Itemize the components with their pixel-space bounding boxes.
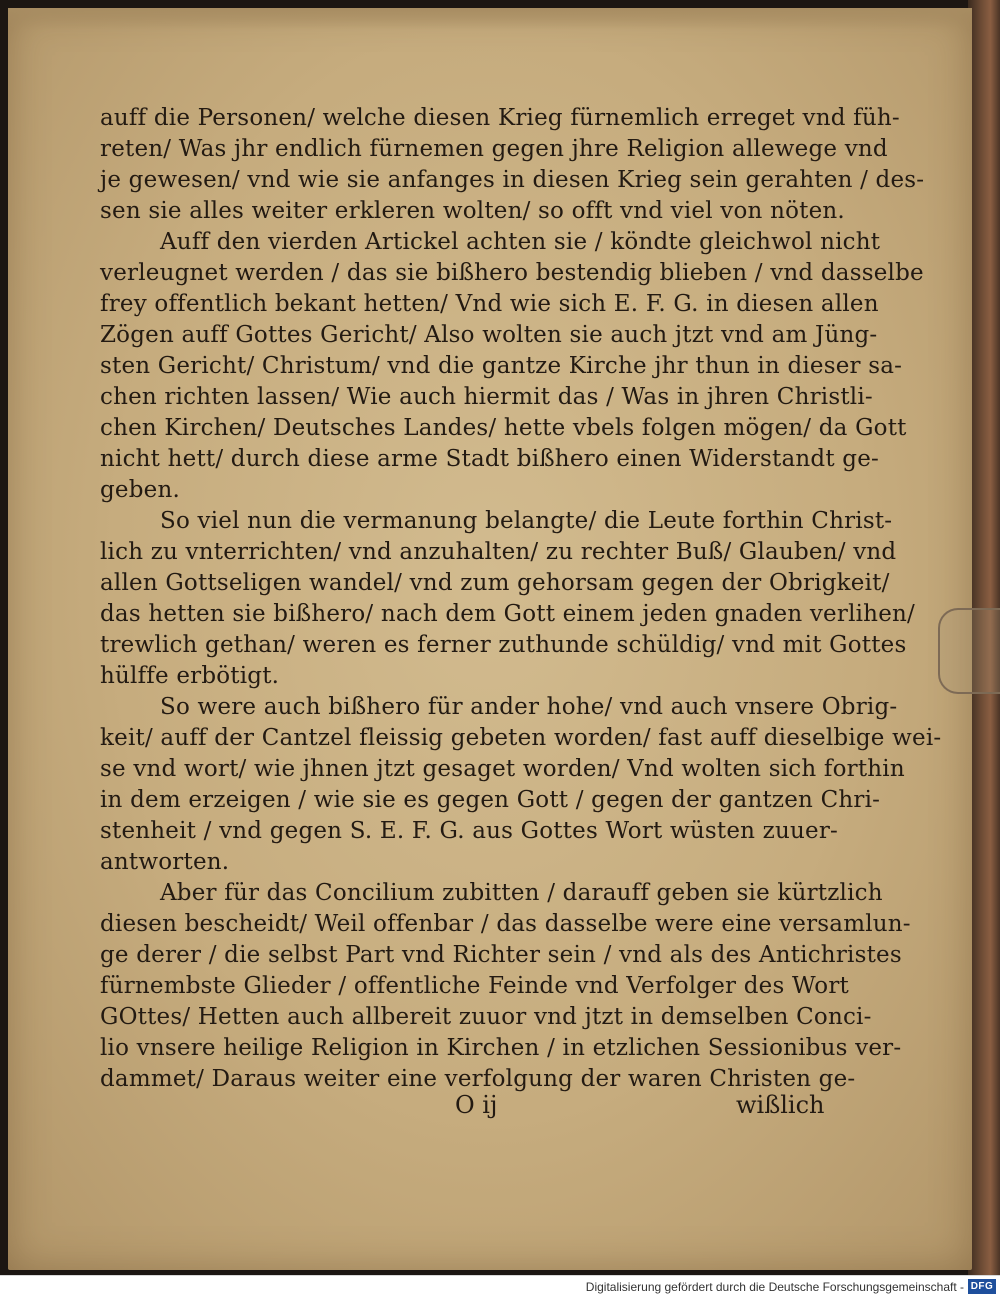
text-line: hülffe erbötigt. [100, 663, 280, 689]
page-shadow [8, 8, 972, 30]
text-line: reten/ Was jhr endlich fürnemen gegen jhre Religion allewege vnd [100, 136, 888, 162]
text-line: in dem erzeigen / wie sie es gegen Gott / gegen der gantzen Chri- [100, 787, 881, 813]
text-line: frey offentlich bekant hetten/ Vnd wie sich E. F. G. in diesen allen [100, 291, 879, 317]
text-line: das hetten sie bißhero/ nach dem Gott einem jeden gnaden verlihen/ [100, 601, 915, 627]
dfg-logo: DFG [968, 1279, 996, 1294]
text-line: lio vnsere heilige Religion in Kirchen / in etzlichen Sessionibus ver- [100, 1035, 902, 1061]
page-tab-marker [938, 608, 1000, 694]
text-line: se vnd wort/ wie jhnen jtzt gesaget worden/ Vnd wolten sich forthin [100, 756, 905, 782]
text-line: So viel nun die vermanung belangte/ die Leute forthin Christ- [160, 508, 893, 534]
text-line: chen Kirchen/ Deutsches Landes/ hette vbels folgen mögen/ da Gott [100, 415, 907, 441]
text-line: lich zu vnterrichten/ vnd anzuhalten/ zu rechter Buß/ Glauben/ vnd [100, 539, 897, 565]
text-line: diesen bescheidt/ Weil offenbar / das dasselbe were eine versamlun- [100, 911, 911, 937]
text-line: je gewesen/ vnd wie sie anfanges in diesen Krieg sein gerahten / des- [100, 167, 925, 193]
credit-bar [0, 1275, 1000, 1298]
page-text [100, 103, 942, 1095]
text-line: auff die Personen/ welche diesen Krieg fürnemlich erreget vnd füh- [100, 105, 900, 131]
text-line: sten Gericht/ Christum/ vnd die gantze Kirche jhr thun in dieser sa- [100, 353, 903, 379]
text-line: geben. [100, 477, 180, 503]
text-line: So were auch bißhero für ander hohe/ vnd auch vnsere Obrig- [160, 694, 898, 720]
text-line: dammet/ Daraus weiter eine verfolgung der waren Christen ge- [100, 1066, 856, 1092]
text-line: Aber für das Concilium zubitten / darauff geben sie kürtzlich [160, 880, 883, 906]
text-line: allen Gottseligen wandel/ vnd zum gehorsam gegen der Obrigkeit/ [100, 570, 890, 596]
catchword: wißlich [736, 1091, 825, 1119]
text-line: stenheit / vnd gegen S. E. F. G. aus Gottes Wort wüsten zuuer- [100, 818, 838, 844]
text-line: fürnembste Glieder / offentliche Feinde vnd Verfolger des Wort [100, 973, 849, 999]
credit-text: Digitalisierung gefördert durch die Deutsche Forschungsgemeinschaft - [585, 1280, 964, 1294]
text-line: ge derer / die selbst Part vnd Richter sein / vnd als des Antichristes [100, 942, 902, 968]
text-line: trewlich gethan/ weren es ferner zuthunde schüldig/ vnd mit Gottes [100, 632, 907, 658]
text-line: nicht hett/ durch diese arme Stadt bißhero einen Widerstandt ge- [100, 446, 879, 472]
text-line: GOttes/ Hetten auch allbereit zuuor vnd jtzt in demselben Conci- [100, 1004, 872, 1030]
text-line: Zögen auff Gottes Gericht/ Also wolten sie auch jtzt vnd am Jüng- [100, 322, 878, 348]
text-line: antworten. [100, 849, 230, 875]
text-line: keit/ auff der Cantzel fleissig gebeten worden/ fast auff dieselbige wei- [100, 725, 942, 751]
signature-mark: O ij [455, 1091, 498, 1119]
text-line: sen sie alles weiter erkleren wolten/ so offt vnd viel von nöten. [100, 198, 845, 224]
text-line: chen richten lassen/ Wie auch hiermit das / Was in jhren Christli- [100, 384, 873, 410]
text-line: verleugnet werden / das sie bißhero bestendig blieben / vnd dasselbe [100, 260, 924, 286]
text-line: Auff den vierden Artickel achten sie / köndte gleichwol nicht [160, 229, 881, 255]
